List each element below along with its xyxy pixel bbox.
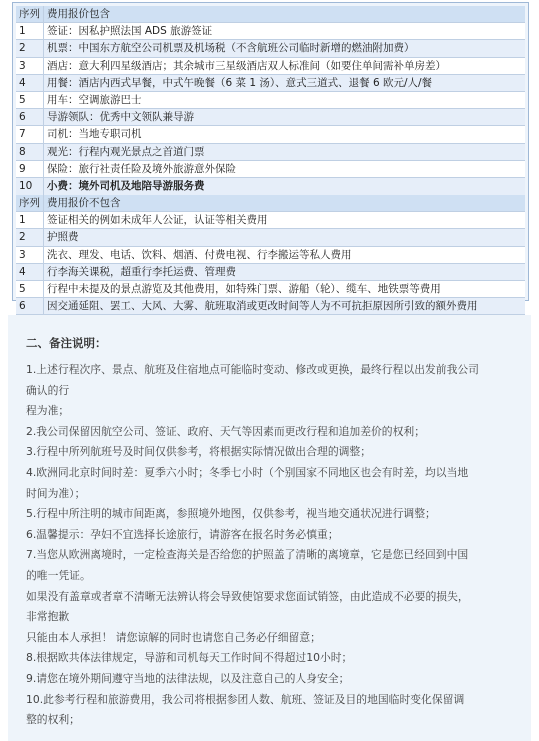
row-text: 导游领队：优秀中文领队兼导游 <box>47 111 194 124</box>
notes-body <box>26 360 517 731</box>
row-text: 因交通延阻、罢工、大风、大雾、航班取消或更改时间等人为不可抗拒原因所引致的额外费用 <box>47 300 478 313</box>
row-text: 行李海关课税，超重行李托运费、管理费 <box>47 265 236 278</box>
notes-section <box>8 315 531 741</box>
table-row <box>16 229 525 246</box>
table-row <box>16 298 525 315</box>
table-row <box>16 109 525 126</box>
row-num: 5 <box>16 281 44 297</box>
table-row <box>16 281 525 298</box>
note-line: 1.上述行程次序、景点、航班及住宿地点可能临时变动、修改或更换，最终行程以出发前我公司 <box>26 363 479 376</box>
table-row <box>16 264 525 281</box>
table-row <box>16 40 525 57</box>
price-table-body <box>16 6 525 333</box>
row-text: 洗衣、理发、电话、饮料、烟酒、付费电视、行李搬运等私人费用 <box>47 248 352 261</box>
header-num: 序列 <box>16 195 44 211</box>
table-row <box>16 126 525 143</box>
table-row <box>16 75 525 92</box>
table-row <box>16 58 525 75</box>
row-num: 3 <box>16 247 44 263</box>
note-line: 只能由本人承担！ 请您谅解的同时也请您自己务必仔细留意； <box>26 630 321 644</box>
row-text: 酒店：意大利四星级酒店；其余城市三星级酒店双人标准间（如要住单间需补单房差） <box>47 59 446 72</box>
note-line: 10.此参考行程和旅游费用，我公司将根据参团人数、航班、签证及目的地国临时变化保留调 <box>26 692 465 706</box>
note-line: 6.温馨提示：孕妇不宜选择长途旅行，请游客在报名时务必慎重； <box>26 527 339 541</box>
row-num: 8 <box>16 144 44 160</box>
row-num: 1 <box>16 212 44 228</box>
row-num: 4 <box>16 75 44 91</box>
row-num: 2 <box>16 229 44 245</box>
header-num: 序列 <box>16 6 44 22</box>
notes-title: 二、备注说明： <box>26 336 107 350</box>
note-line: 非常抱歉 <box>26 610 70 624</box>
note-line: 2.我公司保留因航空公司、签证、政府、天气等因素而更改行程和追加差价的权利； <box>26 424 425 438</box>
table-row <box>16 92 525 109</box>
table-row <box>16 178 525 195</box>
header-label: 费用报价包含 <box>47 8 110 20</box>
row-num: 1 <box>16 23 44 39</box>
table-row <box>16 161 525 178</box>
table-row <box>16 247 525 264</box>
row-text: 用餐：酒店内西式早餐，中式午晚餐（6 菜 1 汤）、意式三道式、退餐 6 欧元/人/餐 <box>47 76 433 89</box>
row-text: 签证相关的例如未成年人公证，认证等相关费用 <box>47 214 268 227</box>
row-num: 10 <box>16 178 44 195</box>
row-num: 9 <box>16 161 44 177</box>
note-line: 5.行程中所注明的城市间距离，参照境外地图，仅供参考，视当地交通状况进行调整； <box>26 507 436 521</box>
note-line: 9.请您在境外期间遵守当地的法律法规，以及注意自己的人身安全； <box>26 671 350 685</box>
note-line: 程为准； <box>26 404 70 418</box>
note-line: 8.根据欧共体法律规定，导游和司机每天工作时间不得超过10小时； <box>26 651 353 665</box>
row-num: 3 <box>16 58 44 74</box>
table-row <box>16 144 525 161</box>
row-num: 4 <box>16 264 44 280</box>
header-label: 费用报价不包含 <box>47 197 121 210</box>
row-text: 保险：旅行社责任险及境外旅游意外保险 <box>47 162 236 175</box>
note-line: 4.欧洲同北京时间时差：夏季六小时；冬季七小时（个别国家不同地区也会有时差，均以当地 <box>26 465 469 479</box>
note-line: 7.当您从欧洲离境时，一定检查海关是否给您的护照盖了清晰的离境章，它是您已经回到中国 <box>26 548 469 562</box>
row-text: 小费：境外司机及地陪导游服务费 <box>47 179 205 192</box>
row-num: 2 <box>16 40 44 56</box>
row-text: 观光：行程内观光景点之首道门票 <box>47 145 205 158</box>
note-line: 确认的行 <box>26 383 70 397</box>
row-text: 用车：空调旅游巴士 <box>47 93 142 106</box>
row-num: 7 <box>16 126 44 142</box>
row-num: 6 <box>16 109 44 125</box>
table-row <box>16 23 525 40</box>
note-line: 整的权利； <box>26 713 80 727</box>
note-line: 时间为准）； <box>26 486 86 500</box>
note-line: 如果没有盖章或者章不清晰无法辨认将会导致使馆要求您面试销签，由此造成不必要的损失， <box>26 589 469 603</box>
row-text: 司机：当地专职司机 <box>47 128 142 141</box>
row-text: 签证：因私护照法国 ADS 旅游签证 <box>47 25 213 38</box>
row-text: 护照费 <box>47 231 79 244</box>
note-line: 的唯一凭证。 <box>26 568 91 582</box>
excluded-header-row <box>16 195 525 212</box>
row-text: 行程中未提及的景点游览及其他费用，如特殊门票、游船（轮）、缆车、地铁票等费用 <box>47 283 441 295</box>
included-header-row <box>16 6 525 23</box>
row-num: 6 <box>16 298 44 314</box>
row-text: 机票：中国东方航空公司机票及机场税（不含航班公司临时新增的燃油附加费） <box>47 42 415 55</box>
note-line: 3.行程中所列航班号及时间仅供参考，将根据实际情况做出合理的调整； <box>26 445 372 459</box>
row-num: 5 <box>16 92 44 108</box>
table-row <box>16 212 525 229</box>
price-table <box>12 2 529 313</box>
